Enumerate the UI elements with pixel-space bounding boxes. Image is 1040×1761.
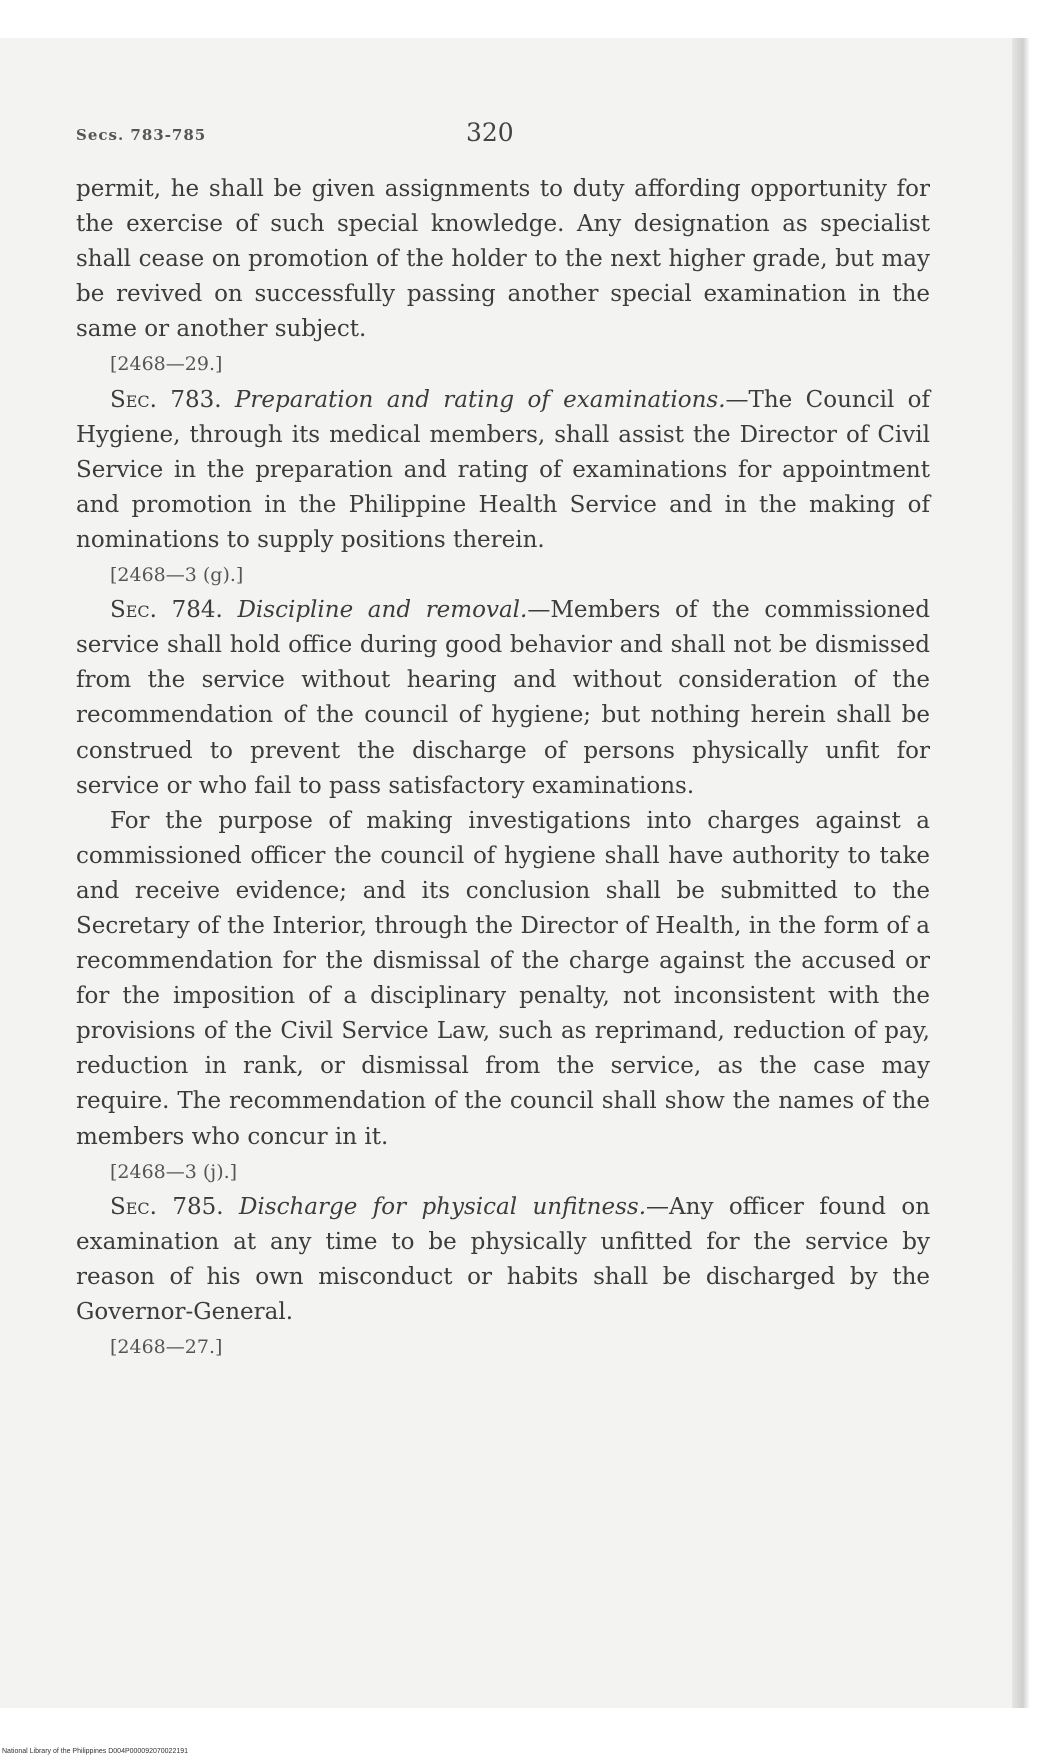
body-text [76, 172, 930, 1365]
citation: [2468—3 (j).] [110, 1160, 238, 1183]
section-783 [76, 383, 930, 558]
page-number: 320 [466, 118, 514, 147]
footer-credit: National Library of the Philippines D004P000092070022191 [2, 1748, 189, 1755]
citation: [2468—27.] [110, 1336, 223, 1359]
section-text: —Any officer found on examination at any time to be physically unfitted for the service by reason of his own misconduct or habits shall be discharged by the Governor-General. [76, 1193, 931, 1325]
section-label: Sec. 784. [110, 597, 223, 624]
section-range: Secs. 783-785 [76, 126, 207, 144]
section-text: —The Council of Hygiene, through its medical members, shall assist the Director of Civil Service in the preparation and rating of examinations for appointment and promotion in the Philippine Health Service and in the making of nominations to supply positions therein. [76, 386, 930, 553]
section-title: Preparation and rating of examinations. [234, 386, 726, 413]
section-784 [76, 593, 930, 804]
section-title: Discharge for physical unfitness. [238, 1193, 647, 1220]
continued-paragraph: permit, he shall be given assignments to duty affording opportunity for the exercise of such special knowledge. Any designation as specialist shall cease on promotion of the holder to the next higher grade, but may be revived on successfully passing another special examination in the same or another subject. [76, 176, 930, 343]
section-label: Sec. 783. [110, 386, 222, 413]
page-edge-shadow [1012, 38, 1030, 1708]
citation: [2468—3 (g).] [110, 564, 244, 587]
section-label: Sec. 785. [110, 1193, 224, 1220]
running-head [76, 118, 916, 158]
section-785 [76, 1190, 930, 1330]
section-title: Discipline and removal. [237, 597, 528, 624]
section-text: —Members of the commissioned service shall hold office during good behavior and shall not be dismissed from the service without hearing and without consideration of the recommendation of the council of hygiene; but nothing herein shall be construed to prevent the discharge of persons physically unfit for service or who fail to pass satisfactory examinations. [76, 597, 931, 799]
section-784-paragraph-2: For the purpose of making investigations into charges against a commissioned officer the council of hygiene shall have authority to take and receive evidence; and its conclusion shall be submitted to the Secretary of the Interior, through the Director of Health, in the form of a recommendation for the dismissal of the charge against the accused or for the imposition of a disciplinary penalty, not inconsistent with the provisions of the Civil Service Law, such as reprimand, reduction of pay, reduction in rank, or dismissal from the service, as the case may require. The recommendation of the council shall show the names of the members who concur in it. [76, 807, 930, 1150]
citation: [2468—29.] [110, 353, 223, 376]
